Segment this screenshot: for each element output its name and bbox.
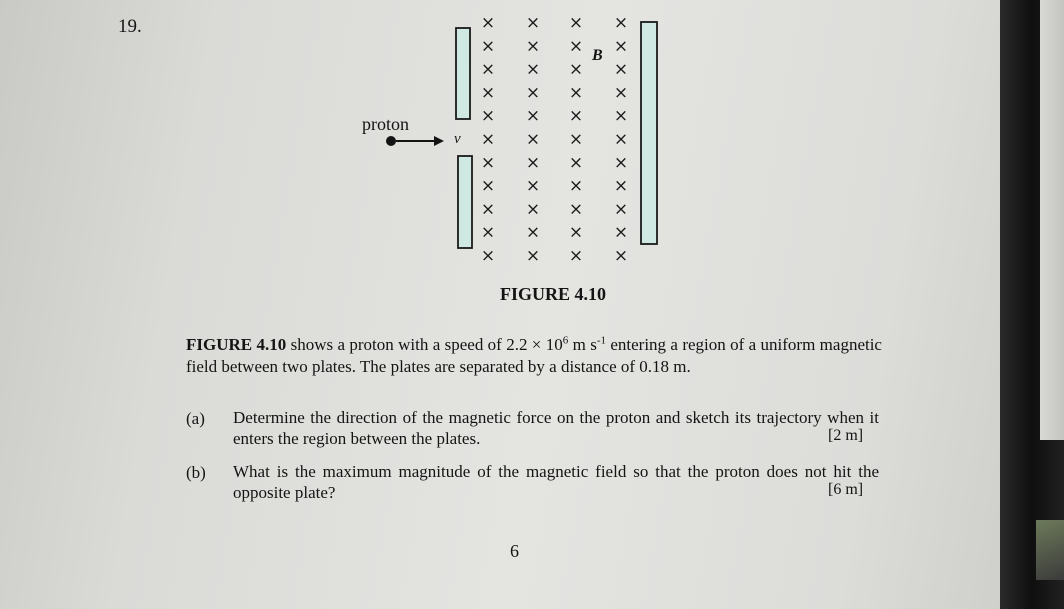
- field-cross: ×: [525, 176, 541, 197]
- field-cross: ×: [613, 59, 629, 80]
- part-a-text: Determine the direction of the magnetic force on the proton and sketch its trajectory when it enters the region between the plates.: [233, 408, 879, 448]
- field-cross: ×: [568, 36, 584, 57]
- proton-dot: [386, 136, 396, 146]
- field-cross: ×: [613, 152, 629, 173]
- field-cross: ×: [480, 82, 496, 103]
- velocity-arrowhead: [434, 136, 444, 146]
- field-cross: ×: [480, 129, 496, 150]
- part-b-label: (b): [186, 463, 206, 482]
- field-cross: ×: [568, 152, 584, 173]
- field-cross: ×: [480, 199, 496, 220]
- intro-unit: m s: [568, 335, 597, 354]
- intro-speed: shows a proton with a speed of 2.2 × 10: [286, 335, 563, 354]
- field-cross: ×: [480, 106, 496, 127]
- field-cross: ×: [613, 222, 629, 243]
- right-plate: [641, 22, 657, 244]
- field-cross: ×: [613, 246, 629, 266]
- field-cross: ×: [525, 59, 541, 80]
- field-cross: ×: [568, 59, 584, 80]
- field-cross: ×: [480, 246, 496, 266]
- field-cross: ×: [525, 106, 541, 127]
- part-a-label: (a): [186, 409, 205, 428]
- field-cross: ×: [568, 13, 584, 33]
- proton-label: proton: [362, 114, 409, 134]
- field-cross: ×: [568, 106, 584, 127]
- unit-exponent: -1: [596, 334, 606, 347]
- intro-rest: entering a region of a uniform magnetic field between two plates. The plates are separated by a distance of 0.18 m.: [186, 335, 882, 376]
- field-cross: ×: [568, 246, 584, 266]
- field-cross: ×: [613, 82, 629, 103]
- field-cross: ×: [568, 222, 584, 243]
- page-number: 6: [510, 541, 519, 561]
- field-cross: ×: [568, 82, 584, 103]
- left-plate-lower: [458, 156, 472, 248]
- field-cross: ×: [525, 246, 541, 266]
- field-cross: ×: [525, 129, 541, 150]
- field-cross: ×: [480, 152, 496, 173]
- field-cross: ×: [613, 36, 629, 57]
- field-cross: ×: [480, 36, 496, 57]
- field-cross: ×: [613, 106, 629, 127]
- field-cross: ×: [525, 199, 541, 220]
- figure-title: FIGURE 4.10: [500, 284, 607, 304]
- field-cross: ×: [525, 36, 541, 57]
- velocity-label: v: [454, 131, 461, 147]
- field-cross: ×: [613, 199, 629, 220]
- next-page-edge: [1040, 0, 1064, 440]
- field-cross: ×: [525, 82, 541, 103]
- background-corner: [1036, 520, 1064, 580]
- field-cross: ×: [568, 199, 584, 220]
- field-cross: ×: [568, 176, 584, 197]
- field-cross: ×: [525, 222, 541, 243]
- field-label: B: [592, 47, 603, 64]
- speed-exponent: 6: [562, 334, 569, 347]
- field-cross: ×: [613, 129, 629, 150]
- left-plate-upper: [456, 28, 470, 119]
- field-cross: ×: [613, 13, 629, 33]
- field-cross: ×: [525, 13, 541, 33]
- part-b-marks: [6 m]: [828, 481, 864, 498]
- field-cross-grid: [481, 13, 628, 266]
- field-cross: ×: [480, 176, 496, 197]
- question-intro: [186, 334, 882, 378]
- field-cross: ×: [480, 222, 496, 243]
- field-cross: ×: [613, 176, 629, 197]
- part-b-text: What is the maximum magnitude of the magnetic field so that the proton does not hit the opposite plate?: [233, 462, 879, 502]
- question-number: 19.: [118, 16, 142, 37]
- field-cross: ×: [480, 13, 496, 33]
- field-cross: ×: [480, 59, 496, 80]
- field-cross: ×: [568, 129, 584, 150]
- figure-ref: FIGURE 4.10: [186, 335, 287, 354]
- part-a-marks: [2 m]: [828, 427, 864, 444]
- field-cross: ×: [525, 152, 541, 173]
